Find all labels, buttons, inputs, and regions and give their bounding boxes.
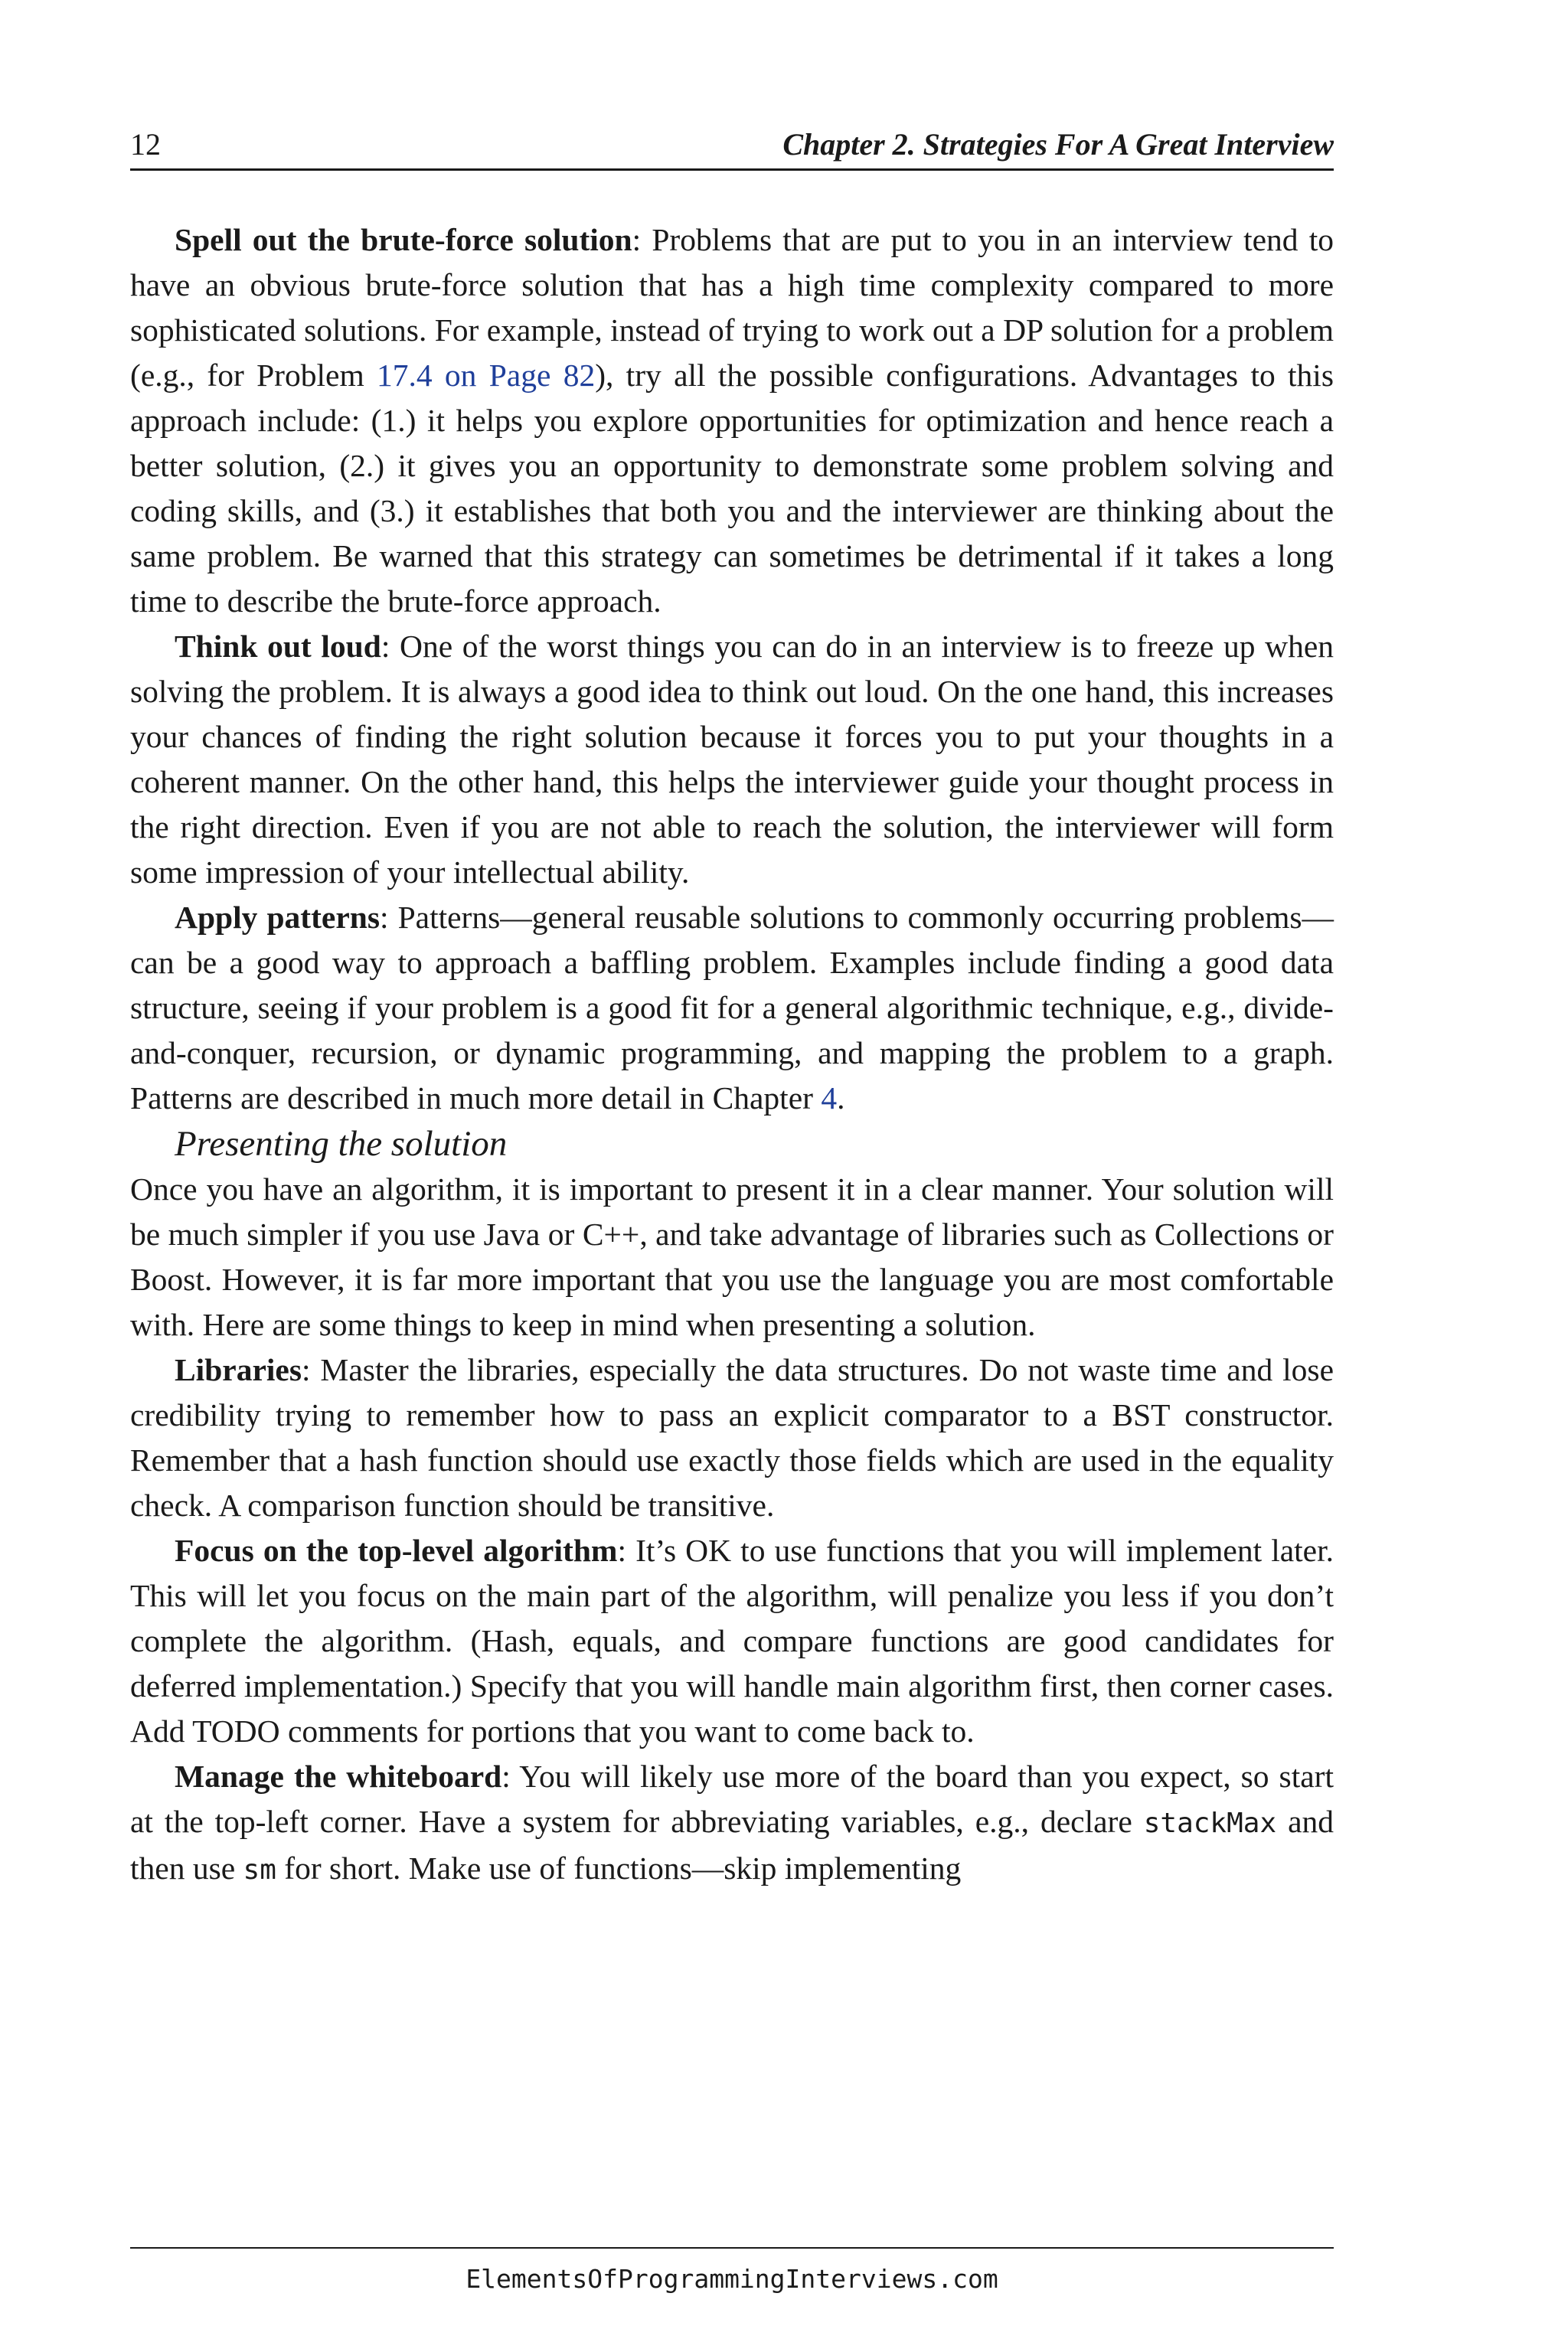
footer-site: ElementsOfProgrammingInterviews.com bbox=[466, 2264, 998, 2294]
term-think-aloud: Think out loud bbox=[175, 629, 381, 664]
patterns-text-a: : Patterns—general reusable solutions to commonly occurring problems—can be a good way to approach a baffling problem. Examples include finding a good data structure, seeing if your problem is a good fit for a general algorithmic technique, e.g., divide-and-conquer, recursion, or dynamic programming, and mapping the problem to a graph. Patterns are described in much more detail in Chapter bbox=[130, 900, 1334, 1116]
brute-force-text-a: : Problems that are put to you in an interview tend to have an obvious brute-force solution that has a high time complexity compared to more sophisticated solutions. For example, instead of trying to work out a DP solution for a problem (e.g., for Problem bbox=[130, 222, 1334, 393]
term-top-level: Focus on the top-level algorithm bbox=[175, 1533, 618, 1568]
patterns-text-b: . bbox=[837, 1080, 845, 1116]
paragraph-intro: Once you have an algorithm, it is important to present it in a clear manner. Your solution will be much simpler if you use Java or C++, and take advantage of libraries such as Collections or Boost. However, it is far more important that you use the language you are most comfortable with. Here are some things to keep in mind when presenting a solution. bbox=[130, 1171, 1334, 1342]
running-header bbox=[130, 127, 1334, 171]
term-whiteboard: Manage the whiteboard bbox=[175, 1759, 502, 1794]
paragraph-top-level bbox=[130, 1528, 1334, 1754]
whiteboard-text-b: and then use bbox=[130, 1804, 1334, 1886]
think-aloud-text: : One of the worst things you can do in an interview is to freeze up when solving the problem. It is always a good idea to think out loud. On the one hand, this increases your chances of finding the right solution because it forces you to put your thoughts in a coherent manner. On the other hand, this helps the interviewer guide your thought process in the right direction. Even if you are not able to reach the solution, the interviewer will form some impression of your intellectual ability. bbox=[130, 629, 1334, 890]
page-footer bbox=[130, 2247, 1334, 2294]
whiteboard-text-c: for short. Make use of functions—skip implementing bbox=[276, 1851, 962, 1886]
paragraph-libraries bbox=[130, 1348, 1334, 1528]
section-heading: Presenting the solution bbox=[175, 1124, 508, 1164]
paragraph-think-aloud bbox=[130, 624, 1334, 895]
code-sm: sm bbox=[243, 1854, 276, 1886]
chapter-4-link[interactable]: 4 bbox=[821, 1080, 838, 1116]
code-stackmax: stackMax bbox=[1143, 1808, 1277, 1839]
libraries-text: : Master the libraries, especially the data structures. Do not waste time and lose credibility trying to remember how to pass an explicit comparator to a BST constructor. Remember that a hash function should use exactly those fields which are used in the equality check. A comparison function should be transitive. bbox=[130, 1352, 1334, 1523]
problem-17-4-link[interactable]: 17.4 on Page 82 bbox=[377, 358, 596, 393]
term-libraries: Libraries bbox=[175, 1352, 302, 1387]
term-brute-force: Spell out the brute-force solution bbox=[175, 222, 632, 257]
chapter-title: Chapter 2. Strategies For A Great Interview bbox=[782, 127, 1334, 162]
whiteboard-text-a: : You will likely use more of the board than you expect, so start at the top-left corner. Have a system for abbreviating variables, e.g., declare bbox=[130, 1759, 1334, 1839]
paragraph-whiteboard bbox=[130, 1754, 1334, 1893]
paragraph-patterns bbox=[130, 895, 1334, 1121]
paragraph-brute-force bbox=[130, 217, 1334, 624]
page-body bbox=[130, 217, 1334, 1893]
top-level-text: : It’s OK to use functions that you will implement later. This will let you focus on the main part of the algorithm, will penalize you less if you don’t complete the algorithm. (Hash, equals, and compare functions are good candidates for deferred implementation.) Specify that you will handle main algorithm first, then corner cases. Add TODO comments for portions that you want to come back to. bbox=[130, 1533, 1334, 1749]
term-patterns: Apply patterns bbox=[175, 900, 380, 935]
page-number: 12 bbox=[130, 127, 161, 162]
brute-force-text-b: ), try all the possible configurations. Advantages to this approach include: (1.) it helps you explore opportunities for optimization and hence reach a better solution, (2.) it gives you an opportunity to demonstrate some problem solving and coding skills, and (3.) it establishes that both you and the interviewer are thinking about the same problem. Be warned that this strategy can sometimes be detrimental if it takes a long time to describe the brute-force approach. bbox=[130, 358, 1334, 619]
